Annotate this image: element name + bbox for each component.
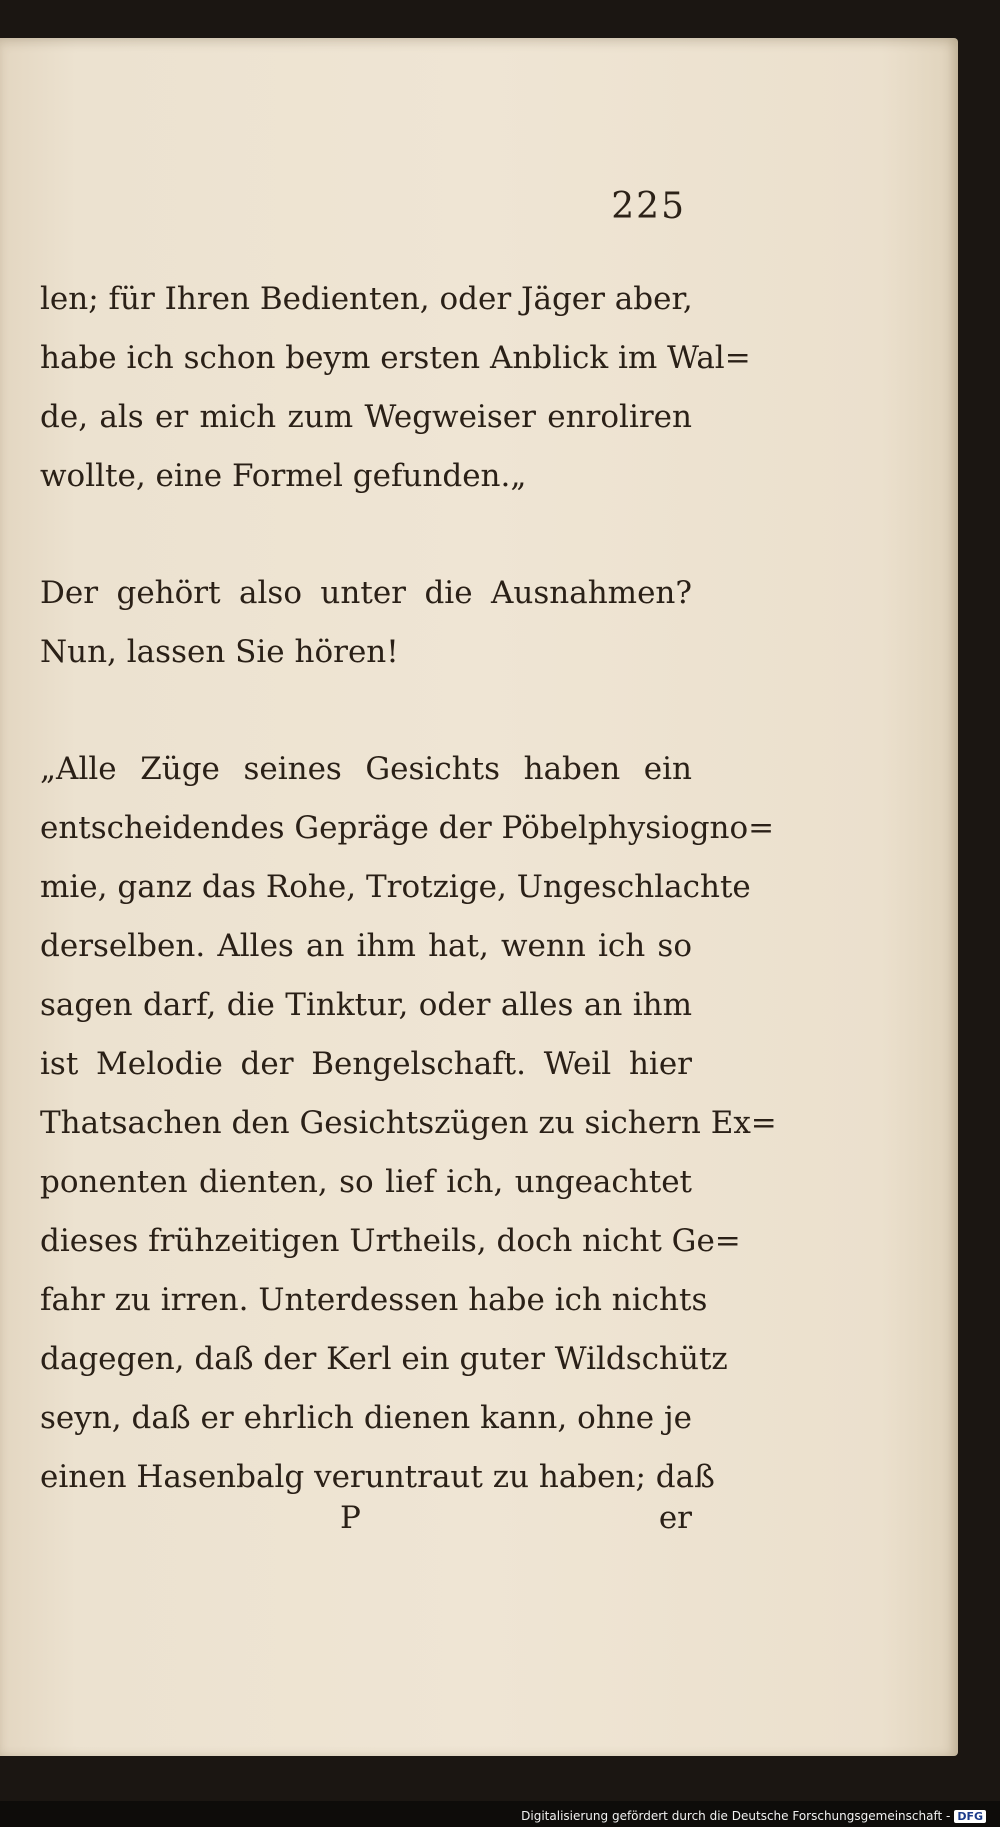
text-line: „Alle Züge seines Gesichts haben ein [40, 751, 692, 787]
text-line: derselben. Alles an ihm hat, wenn ich so [40, 928, 692, 964]
text-line: Nun, lassen Sie hören! [40, 634, 399, 670]
paragraph-2 [40, 564, 692, 682]
text-line: einen Hasenbalg veruntraut zu haben; daß [40, 1459, 715, 1495]
body-text [40, 270, 777, 1565]
page-footer-marks [40, 1500, 692, 1550]
text-line: len; für Ihren Bedienten, oder Jäger aber, [40, 281, 693, 317]
paragraph-1 [40, 270, 751, 506]
text-line: Thatsachen den Gesichtszügen zu sichern Ex= [40, 1105, 777, 1141]
text-line: ist Melodie der Bengelschaft. Weil hier [40, 1046, 692, 1082]
credit-bar [0, 1801, 1000, 1827]
paragraph-3 [40, 740, 777, 1507]
signature-mark: P [340, 1500, 361, 1536]
text-line: sagen darf, die Tinktur, oder alles an ihm [40, 987, 692, 1023]
text-line: Der gehört also unter die Ausnahmen? [40, 575, 692, 611]
text-line: dagegen, daß der Kerl ein guter Wildschütz [40, 1341, 728, 1377]
page-number: 225 [611, 186, 686, 227]
text-line: fahr zu irren. Unterdessen habe ich nichts [40, 1282, 708, 1318]
text-line: mie, ganz das Rohe, Trotzige, Ungeschlachte [40, 869, 751, 905]
credit-text: Digitalisierung gefördert durch die Deutsche Forschungsgemeinschaft - [521, 1809, 951, 1823]
text-line: seyn, daß er ehrlich dienen kann, ohne je [40, 1400, 692, 1436]
text-line: ponenten dienten, so lief ich, ungeachtet [40, 1164, 692, 1200]
dfg-logo: DFG [954, 1810, 986, 1823]
book-page [0, 38, 958, 1756]
text-line: habe ich schon beym ersten Anblick im Wal= [40, 340, 751, 376]
text-line: dieses frühzeitigen Urtheils, doch nicht Ge= [40, 1223, 741, 1259]
text-line: wollte, eine Formel gefunden.„ [40, 458, 527, 494]
text-line: entscheidendes Gepräge der Pöbelphysiogno= [40, 810, 775, 846]
text-line: de, als er mich zum Wegweiser enroliren [40, 399, 692, 435]
digitization-credit [521, 1809, 986, 1823]
catchword: er [658, 1500, 692, 1536]
